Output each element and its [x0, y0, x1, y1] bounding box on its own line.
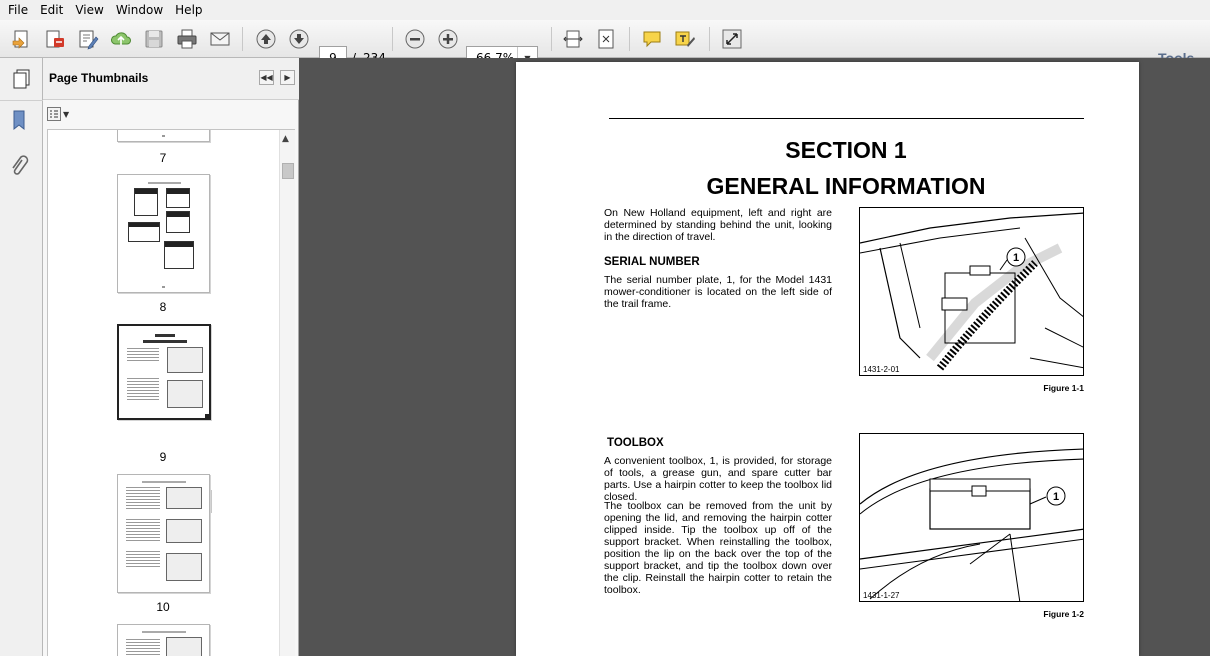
thumbnails-panel — [43, 58, 299, 656]
navigation-pane-strip — [0, 58, 43, 656]
thumbnail-options-button[interactable] — [47, 106, 73, 122]
page-thumbnails-icon[interactable] — [0, 58, 43, 101]
fullscreen-icon[interactable] — [718, 25, 746, 53]
thumbnail-label: 10 — [156, 600, 170, 614]
chevron-down-icon: ▼ — [63, 109, 70, 119]
figure-1-2-image — [859, 433, 1084, 602]
thumbnails-list[interactable] — [47, 129, 295, 656]
thumbnail-label: 9 — [159, 450, 167, 464]
next-page-icon[interactable] — [285, 25, 313, 53]
thumbnails-scrollbar[interactable] — [279, 130, 295, 656]
figure-1-1-image — [859, 207, 1084, 376]
toolbox-paragraph-1: A convenient toolbox, 1, is provided, for storage of tools, a grease gun, and spare cutter bar parts. Use a hairpin cotter to keep the toolbox lid closed. — [604, 455, 832, 503]
convert-icon[interactable] — [41, 25, 69, 53]
fit-page-icon[interactable] — [592, 25, 620, 53]
toolbox-illustration — [860, 434, 1084, 602]
toolbar — [0, 20, 1210, 58]
collapse-icon[interactable]: ◀◀ — [259, 70, 274, 85]
upload-icon[interactable] — [107, 25, 135, 53]
menu-file[interactable]: File — [8, 3, 29, 17]
create-icon[interactable] — [8, 25, 36, 53]
serial-number-heading: SERIAL NUMBER — [604, 256, 700, 268]
thumbnail-label: 8 — [159, 300, 167, 314]
attachment-icon[interactable] — [7, 154, 31, 178]
menu-view[interactable]: View — [75, 3, 104, 17]
scroll-up-icon[interactable]: ▲ — [282, 134, 289, 144]
figure-1-2-callout: 1 — [1052, 491, 1060, 503]
pdf-page — [516, 62, 1139, 656]
figure-1-1-id: 1431-2-01 — [863, 365, 900, 374]
comment-icon[interactable] — [638, 25, 666, 53]
email-icon[interactable] — [206, 25, 234, 53]
figure-1-1-callout: 1 — [1012, 252, 1020, 264]
save-icon[interactable] — [140, 25, 168, 53]
thumbnail-page-8[interactable] — [117, 174, 210, 293]
thumbnail-page-9[interactable] — [117, 324, 211, 420]
section-subtitle: GENERAL INFORMATION — [706, 173, 986, 199]
toolbox-heading: TOOLBOX — [607, 437, 664, 449]
zoom-out-icon[interactable] — [401, 25, 429, 53]
bookmark-icon[interactable] — [7, 108, 31, 132]
serial-number-paragraph: The serial number plate, 1, for the Model 1431 mower-conditioner is located on the left side of the trail frame. — [604, 274, 832, 310]
zoom-in-icon[interactable] — [434, 25, 462, 53]
intro-paragraph: On New Holland equipment, left and right are determined by standing behind the unit, looking in the direction of travel. — [604, 207, 832, 243]
expand-icon[interactable]: ▶ — [280, 70, 295, 85]
figure-1-2-id: 1431-1-27 — [863, 591, 900, 600]
toolbar-separator — [551, 27, 552, 51]
menu-help[interactable]: Help — [175, 3, 203, 17]
menu-bar — [0, 0, 1210, 20]
thumbnail-page-7[interactable] — [117, 129, 210, 142]
toolbar-separator — [709, 27, 710, 51]
toolbox-paragraph-2: The toolbox can be removed from the unit by opening the lid, and removing the hairpin cotter clipped inside. Tip the toolbox up off of the support bracket. When reinstalling the toolbox, position the lip on the back over the top of the support bracket, and tip the toolbox down over the clip. Reinstall the hairpin cotter to retain the toolbox. — [604, 500, 832, 596]
panel-title: Page Thumbnails — [49, 71, 149, 85]
previous-page-icon[interactable] — [252, 25, 280, 53]
thumbnails-header — [43, 58, 299, 100]
thumbnail-label: 7 — [159, 151, 167, 165]
figure-1-2-caption: Figure 1-2 — [1043, 609, 1084, 619]
menu-edit[interactable]: Edit — [40, 3, 64, 17]
thumbnail-page-11[interactable] — [117, 624, 210, 656]
toolbar-separator — [392, 27, 393, 51]
scrollbar-thumb[interactable] — [282, 163, 294, 179]
header-rule — [609, 118, 1084, 119]
menu-window[interactable]: Window — [115, 3, 164, 17]
serial-plate-illustration — [860, 208, 1084, 376]
edit-icon[interactable] — [74, 25, 102, 53]
highlight-icon[interactable] — [671, 25, 699, 53]
fit-width-icon[interactable] — [559, 25, 587, 53]
print-icon[interactable] — [173, 25, 201, 53]
figure-1-1-caption: Figure 1-1 — [1043, 383, 1084, 393]
toolbar-separator — [242, 27, 243, 51]
thumbnail-page-10[interactable] — [117, 474, 210, 593]
section-title: SECTION 1 — [785, 137, 907, 163]
toolbar-separator — [629, 27, 630, 51]
